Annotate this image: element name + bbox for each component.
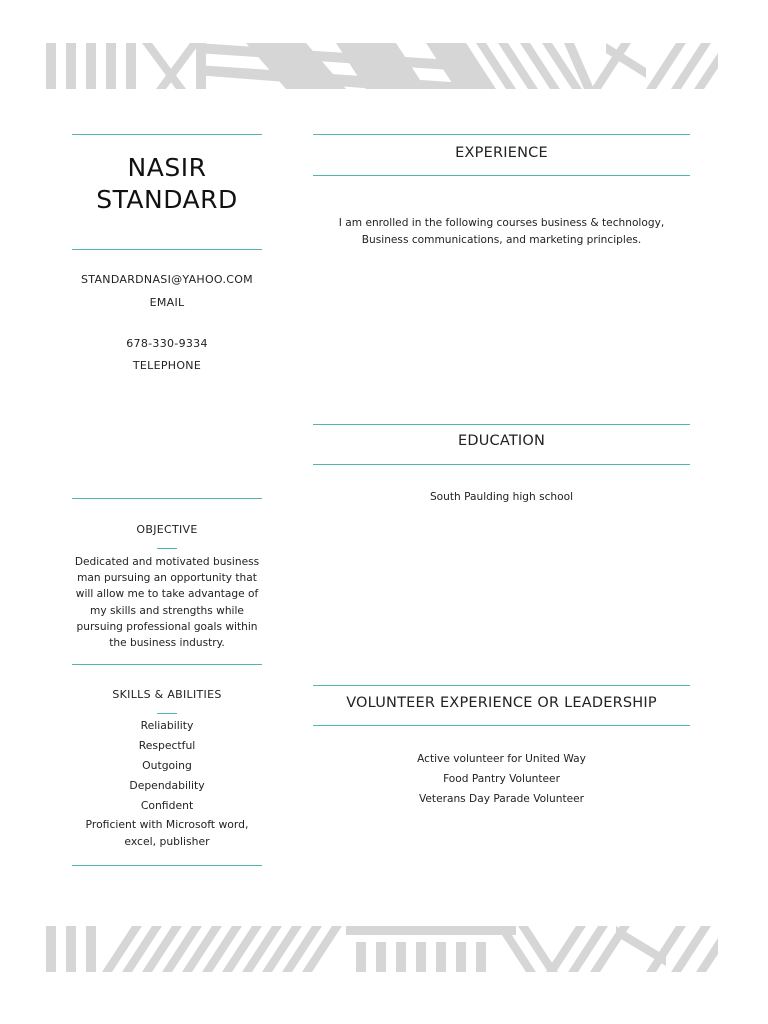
experience-text: I am enrolled in the following courses business & technology, Business communications, and marketing principles.: [338, 217, 665, 246]
heading-underline: [157, 713, 177, 714]
phone-value: 678-330-9334: [126, 337, 208, 350]
decorative-pattern-top: [46, 43, 718, 89]
list-item: Dependability: [129, 779, 205, 792]
list-item: Confident: [140, 799, 194, 812]
objective-heading: OBJECTIVE: [136, 523, 198, 536]
list-item: Proficient with Microsoft word, excel, publisher: [85, 818, 249, 848]
skills-list: [72, 716, 262, 850]
divider: [72, 134, 262, 135]
divider: [72, 865, 262, 866]
divider: [72, 664, 262, 665]
education-heading: EDUCATION: [457, 433, 546, 449]
experience-heading: EXPERIENCE: [455, 145, 548, 161]
email-value: STANDARDNASI@YAHOO.COM: [81, 273, 253, 286]
divider: [313, 175, 690, 176]
divider: [72, 498, 262, 499]
resume-name: [72, 152, 262, 216]
divider: [313, 725, 690, 726]
divider: [313, 134, 690, 135]
divider: [313, 685, 690, 686]
divider: [72, 249, 262, 250]
heading-underline: [157, 548, 177, 549]
list-item: Reliability: [140, 719, 194, 732]
objective-text: Dedicated and motivated business man pursuing an opportunity that will allow me to take advantage of my skills and strengths while pursuing professional goals within the business industry.: [74, 556, 260, 650]
list-item: Outgoing: [142, 759, 192, 772]
divider: [313, 424, 690, 425]
list-item: Respectful: [138, 739, 196, 752]
divider: [313, 464, 690, 465]
decorative-pattern-bottom: [46, 926, 718, 972]
education-text: South Paulding high school: [429, 491, 574, 503]
skills-heading: SKILLS & ABILITIES: [112, 688, 222, 701]
list-item: Food Pantry Volunteer: [443, 773, 560, 785]
email-label: EMAIL: [149, 296, 185, 309]
phone-label: TELEPHONE: [132, 359, 202, 372]
list-item: Active volunteer for United Way: [417, 753, 586, 765]
name-first: NASIR: [127, 153, 207, 182]
volunteer-heading: VOLUNTEER EXPERIENCE OR LEADERSHIP: [346, 695, 657, 711]
list-item: Veterans Day Parade Volunteer: [418, 793, 585, 805]
name-last: STANDARD: [96, 185, 238, 214]
volunteer-list: [313, 749, 690, 809]
